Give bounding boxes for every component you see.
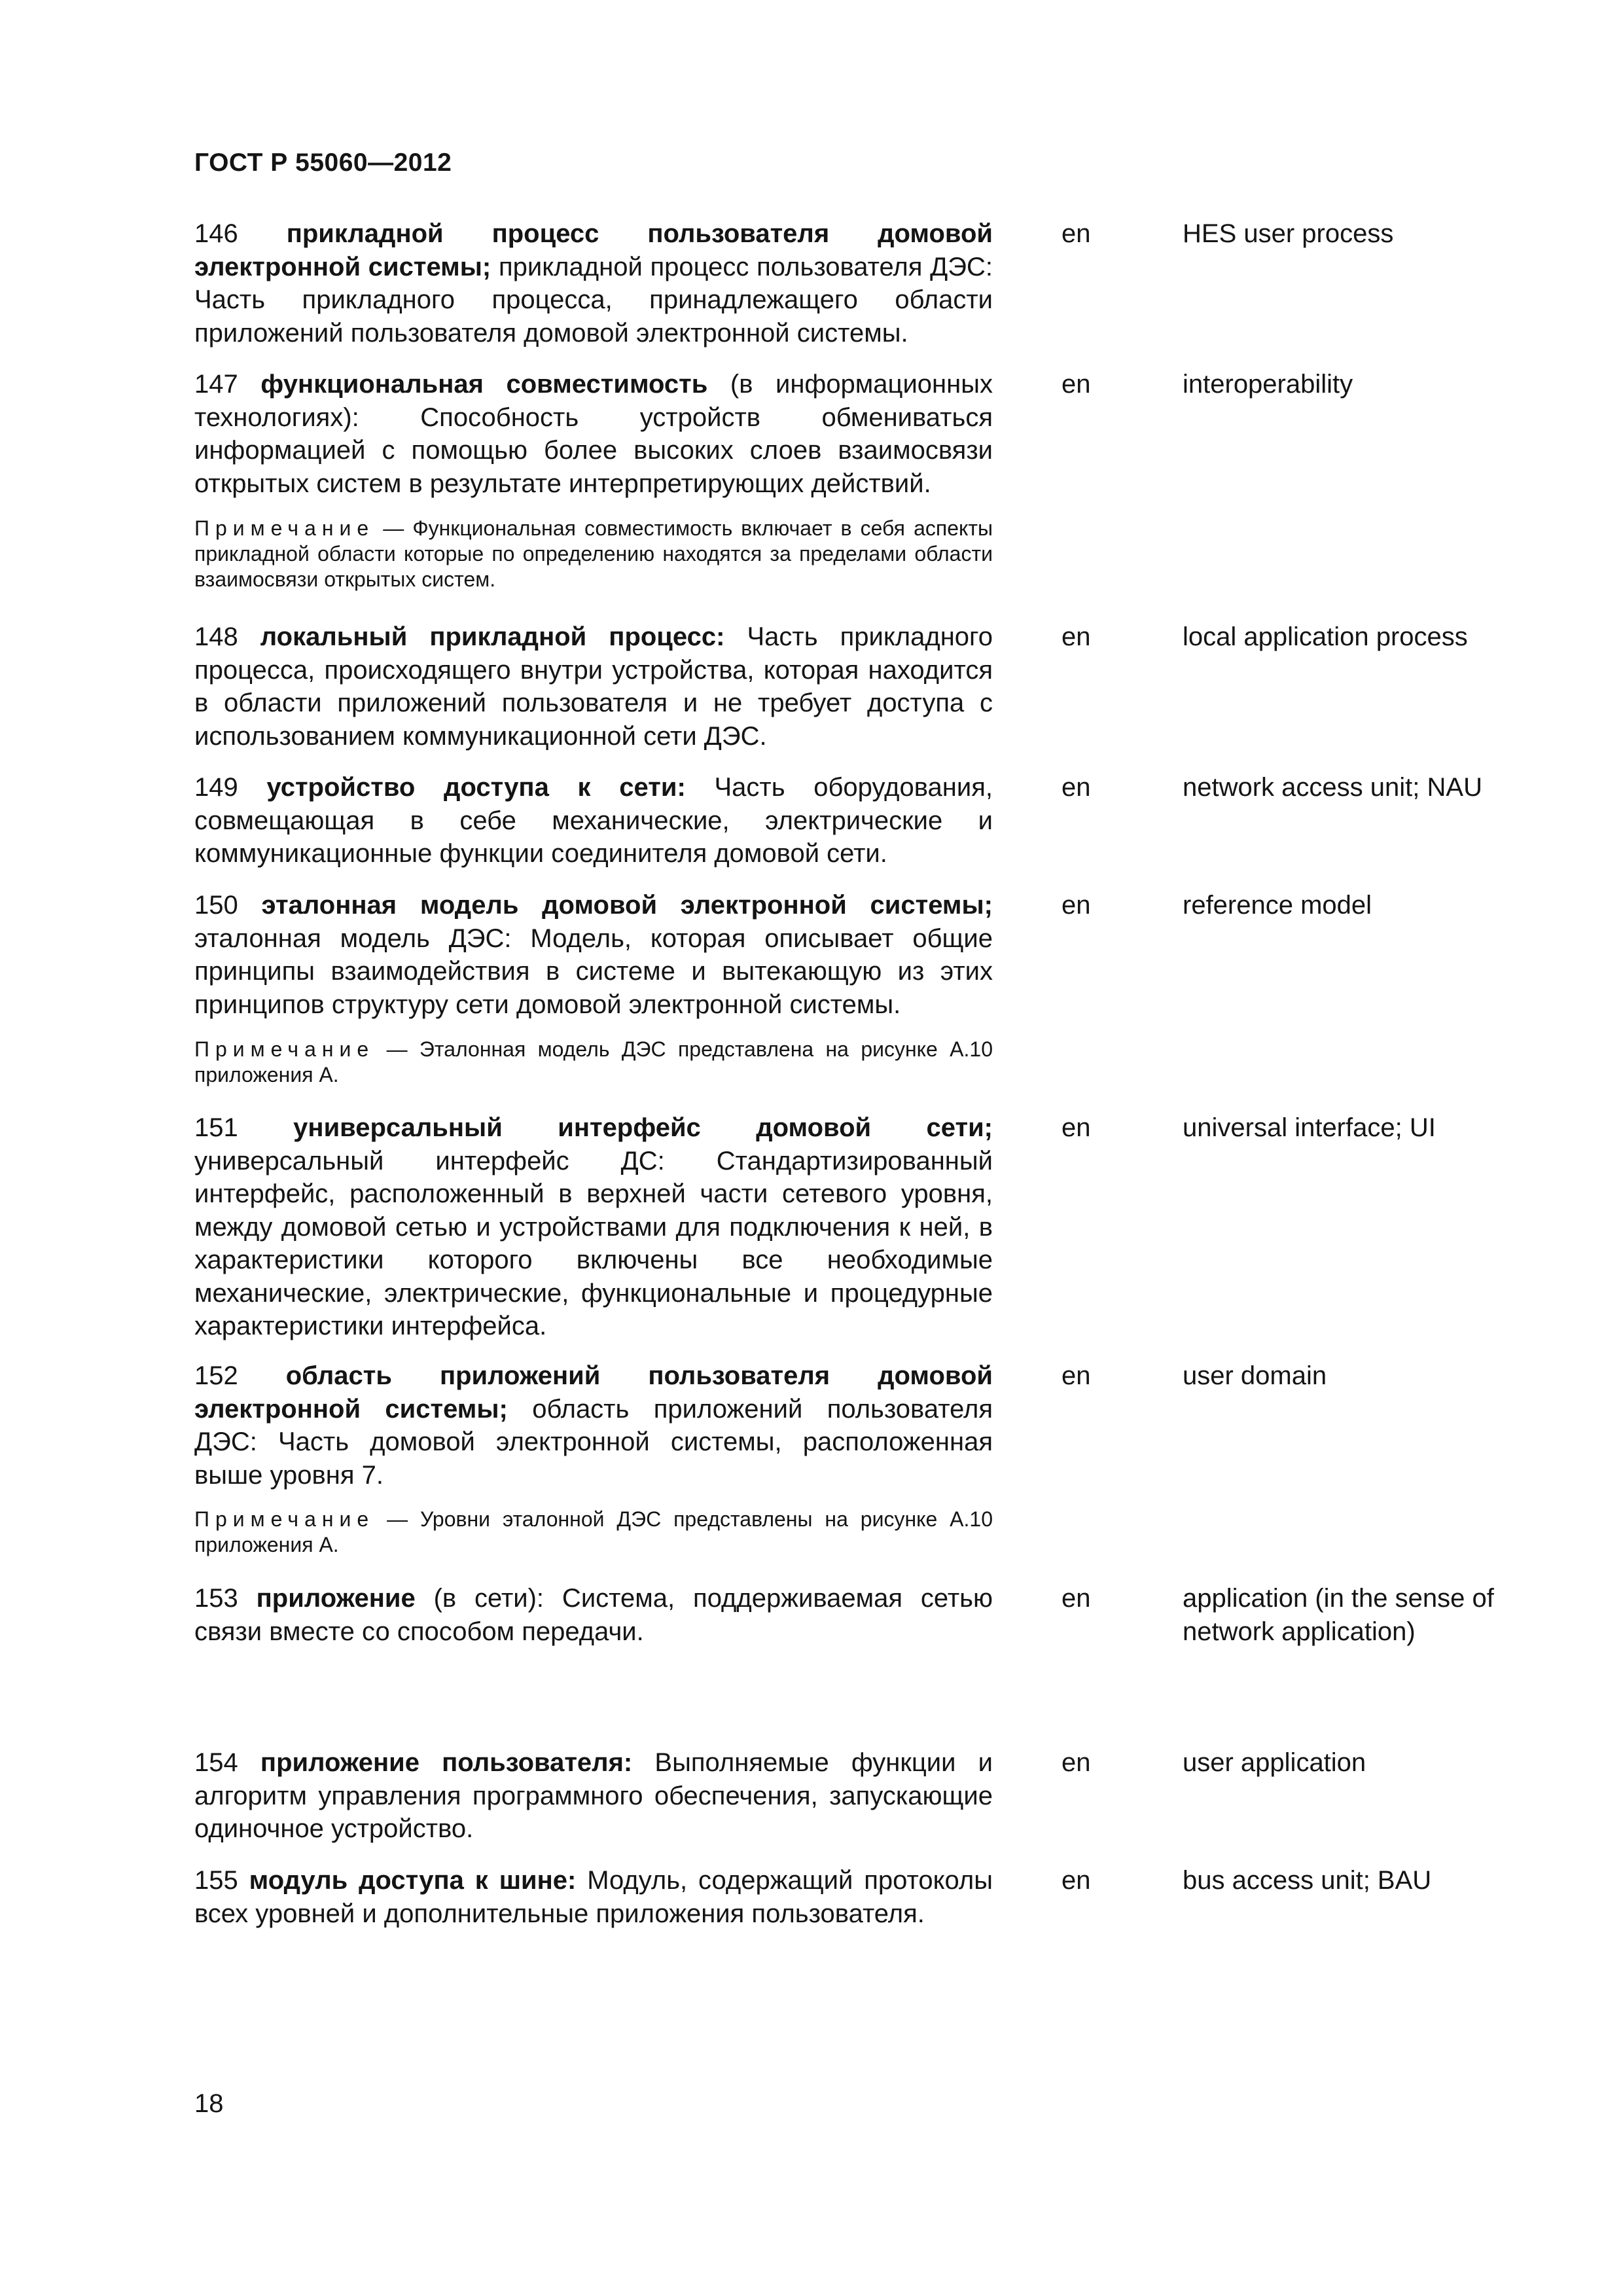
term-definition bbox=[194, 889, 993, 1021]
term-number: 155 bbox=[194, 1866, 238, 1895]
english-equivalent: user application bbox=[1183, 1748, 1366, 1777]
term-note bbox=[194, 1037, 993, 1088]
english-equivalent: interoperability bbox=[1183, 370, 1353, 399]
term-title: приложение bbox=[256, 1584, 416, 1613]
term-definition bbox=[194, 1582, 993, 1648]
term-note bbox=[194, 516, 993, 592]
note-text: — Функциональная совместимость включает в себя аспекты прикладной области которые по определению находятся за пределами области взаимосвязи открытых систем. bbox=[194, 516, 993, 591]
term-title: модуль доступа к шине: bbox=[249, 1866, 577, 1895]
english-equivalent: user domain bbox=[1183, 1361, 1327, 1390]
term-title: универсальный интерфейс домовой сети; bbox=[293, 1113, 993, 1142]
term-title: прикладной процесс пользователя домовой электронной системы; bbox=[194, 219, 993, 281]
term-title: эталонная модель домовой электронной системы; bbox=[261, 891, 993, 920]
english-equivalent: network access unit; NAU bbox=[1183, 773, 1482, 802]
term-number: 153 bbox=[194, 1584, 238, 1613]
english-equivalent: local application process bbox=[1183, 622, 1468, 651]
term-title: локальный прикладной процесс: bbox=[260, 622, 725, 651]
term-number: 149 bbox=[194, 773, 238, 802]
language-code: en bbox=[1061, 891, 1091, 920]
language-code: en bbox=[1061, 1361, 1091, 1390]
term-number: 146 bbox=[194, 219, 238, 248]
document-header: ГОСТ Р 55060—2012 bbox=[194, 149, 452, 177]
term-definition bbox=[194, 1111, 993, 1343]
note-label: Примечание bbox=[194, 516, 375, 540]
term-number: 154 bbox=[194, 1748, 238, 1777]
term-text: прикладной процесс пользователя ДЭС: Часть прикладного процесса, принадлежащего области приложений пользователя домовой электронной системы. bbox=[194, 252, 993, 348]
language-code: en bbox=[1061, 1866, 1091, 1895]
term-text: Часть оборудования, совмещающая в себе механические, электрические и коммуникационные функции соединителя домовой сети. bbox=[194, 773, 993, 868]
term-number: 151 bbox=[194, 1113, 238, 1142]
term-definition bbox=[194, 771, 993, 870]
term-note bbox=[194, 1507, 993, 1558]
term-text: область приложений пользователя ДЭС: Часть домовой электронной системы, расположенная выше уровня 7. bbox=[194, 1394, 993, 1490]
english-equivalent: universal interface; UI bbox=[1183, 1113, 1436, 1142]
language-code: en bbox=[1061, 622, 1091, 651]
term-definition bbox=[194, 1746, 993, 1846]
term-text: Часть прикладного процесса, происходящего внутри устройства, которая находится в области приложений пользователя и не требует доступа с использованием коммуникационной сети ДЭС. bbox=[194, 622, 993, 751]
language-code: en bbox=[1061, 1113, 1091, 1142]
term-definition bbox=[194, 217, 993, 350]
term-text: эталонная модель ДЭС: Модель, которая описывает общие принципы взаимодействия в системе и вытекающую из этих принципов структуру сети домовой электронной системы. bbox=[194, 924, 993, 1019]
term-definition bbox=[194, 1359, 993, 1492]
term-text: Выполняемые функции и алгоритм управления программного обеспечения, запускающие одиночное устройство. bbox=[194, 1748, 993, 1843]
note-label: Примечание bbox=[194, 1037, 375, 1061]
term-title: функциональная совместимость bbox=[260, 370, 708, 399]
english-equivalent: HES user process bbox=[1183, 219, 1394, 248]
note-text: — Эталонная модель ДЭС представлена на рисунке А.10 приложения А. bbox=[194, 1037, 993, 1086]
note-label: Примечание bbox=[194, 1507, 375, 1531]
language-code: en bbox=[1061, 370, 1091, 399]
english-equivalent: reference model bbox=[1183, 891, 1372, 920]
term-number: 148 bbox=[194, 622, 238, 651]
term-definition bbox=[194, 368, 993, 500]
term-definition bbox=[194, 620, 993, 753]
term-text: (в сети): Система, поддерживаемая сетью связи вместе со способом передачи. bbox=[194, 1584, 993, 1646]
term-number: 150 bbox=[194, 891, 238, 920]
english-equivalent: application (in the sense of network application) bbox=[1183, 1584, 1494, 1646]
term-number: 152 bbox=[194, 1361, 238, 1390]
english-equivalent: bus access unit; BAU bbox=[1183, 1866, 1432, 1895]
term-number: 147 bbox=[194, 370, 238, 399]
term-text: Модуль, содержащий протоколы всех уровней и дополнительные приложения пользователя. bbox=[194, 1866, 993, 1928]
term-title: приложение пользователя: bbox=[260, 1748, 633, 1777]
term-definition bbox=[194, 1864, 993, 1930]
term-text: (в информационных технологиях): Способность устройств обмениваться информацией с помощью более высоких слоев взаимосвязи открытых систем в результате интерпретирующих действий. bbox=[194, 370, 993, 498]
note-text: — Уровни эталонной ДЭС представлены на рисунке А.10 приложения А. bbox=[194, 1507, 993, 1556]
term-text: универсальный интерфейс ДС: Стандартизированный интерфейс, расположенный в верхней части сетевого уровня, между домовой сетью и устройствами для подключения к ней, в характеристики которого включены все необходимые механические, электрические, функциональные и процедурные характеристики интерфейса. bbox=[194, 1146, 993, 1340]
language-code: en bbox=[1061, 773, 1091, 802]
term-title: область приложений пользователя домовой электронной системы; bbox=[194, 1361, 993, 1424]
page-number: 18 bbox=[194, 2089, 224, 2118]
language-code: en bbox=[1061, 1584, 1091, 1613]
language-code: en bbox=[1061, 1748, 1091, 1777]
language-code: en bbox=[1061, 219, 1091, 248]
term-title: устройство доступа к сети: bbox=[266, 773, 686, 802]
